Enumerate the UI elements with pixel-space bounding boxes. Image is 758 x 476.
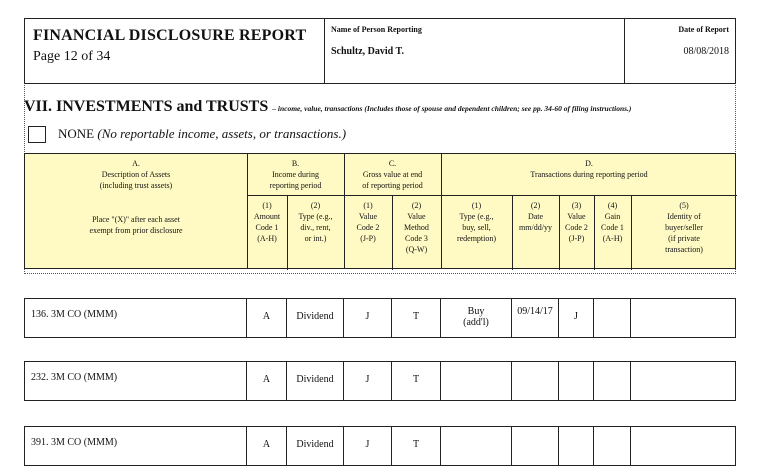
date-of-report-cell (625, 19, 737, 83)
transaction-date (512, 427, 559, 465)
section-title: VII. INVESTMENTS and TRUSTS (24, 98, 269, 115)
income-amount-code: A (247, 427, 287, 465)
gain-code (594, 427, 631, 465)
transaction-date (512, 362, 559, 400)
col-c-heading: C. Gross value at end of reporting period (362, 159, 423, 190)
table-row (24, 361, 736, 401)
col-d5-heading: (5) Identity of buyer/seller (if private transaction) (665, 201, 703, 254)
section-subtitle: – income, value, transactions (Includes those of spouse and dependent children; see pp. 34-60 of filing instructions.) (272, 104, 632, 113)
col-b1-heading: (1) Amount Code 1 (A-H) (253, 201, 281, 243)
name-label: Name of Person Reporting (331, 25, 422, 34)
none-option-text (58, 126, 346, 142)
transaction-value-code (559, 362, 594, 400)
value-method-code: T (392, 299, 441, 337)
none-note: (No reportable income, assets, or transactions.) (97, 126, 347, 141)
transaction-type (441, 362, 512, 400)
transaction-date: 09/14/17 (512, 299, 559, 337)
section-heading (24, 98, 736, 118)
gain-code (594, 299, 631, 337)
col-d3-heading: (3) Value Code 2 (J-P) (565, 201, 588, 243)
value-code: J (344, 299, 392, 337)
name-value: Schultz, David T. (331, 46, 404, 57)
income-type: Dividend (287, 299, 344, 337)
income-type: Dividend (287, 362, 344, 400)
person-reporting-cell (325, 19, 625, 83)
col-c1-heading: (1) Value Code 2 (J-P) (356, 201, 380, 243)
date-value: 08/08/2018 (683, 46, 729, 57)
col-d1-heading: (1) Type (e.g., buy, sell, redemption) (456, 201, 497, 243)
asset-description: 232. 3M CO (MMM) (25, 362, 247, 400)
none-checkbox[interactable] (28, 126, 46, 143)
value-method-code: T (392, 362, 441, 400)
transaction-value-code (559, 427, 594, 465)
value-code: J (344, 427, 392, 465)
col-d4-heading: (4) Gain Code 1 (A-H) (601, 201, 624, 243)
value-code: J (344, 362, 392, 400)
date-label: Date of Report (678, 25, 729, 34)
income-amount-code: A (247, 362, 287, 400)
value-method-code: T (392, 427, 441, 465)
report-title: FINANCIAL DISCLOSURE REPORT (33, 27, 307, 44)
column-header (24, 153, 736, 269)
col-c2-heading: (2) Value Method Code 3 (Q-W) (404, 201, 429, 254)
col-b-heading: B. Income during reporting period (269, 159, 322, 190)
table-row (24, 426, 736, 466)
buyer-seller-identity (631, 427, 737, 465)
income-amount-code: A (247, 299, 287, 337)
report-title-cell (25, 19, 325, 83)
buyer-seller-identity (631, 299, 737, 337)
transaction-value-code: J (559, 299, 594, 337)
report-header (24, 18, 736, 84)
col-a-heading: A. Description of Assets (including trust assets) (99, 159, 173, 190)
buyer-seller-identity (631, 362, 737, 400)
asset-description: 136. 3M CO (MMM) (25, 299, 247, 337)
page-number: Page 12 of 34 (33, 49, 111, 64)
none-label: NONE (58, 126, 95, 141)
asset-description: 391. 3M CO (MMM) (25, 427, 247, 465)
income-type: Dividend (287, 427, 344, 465)
table-row (24, 298, 736, 338)
col-d-heading: D. Transactions during reporting period (530, 159, 648, 179)
col-a-instruction: Place "(X)" after each asset exempt from prior disclosure (89, 215, 183, 235)
gain-code (594, 362, 631, 400)
col-b2-heading: (2) Type (e.g., div., rent, or int.) (298, 201, 333, 243)
transaction-type: Buy (add'l) (441, 299, 512, 337)
transaction-type (441, 427, 512, 465)
col-d2-heading: (2) Date mm/dd/yy (519, 201, 552, 232)
